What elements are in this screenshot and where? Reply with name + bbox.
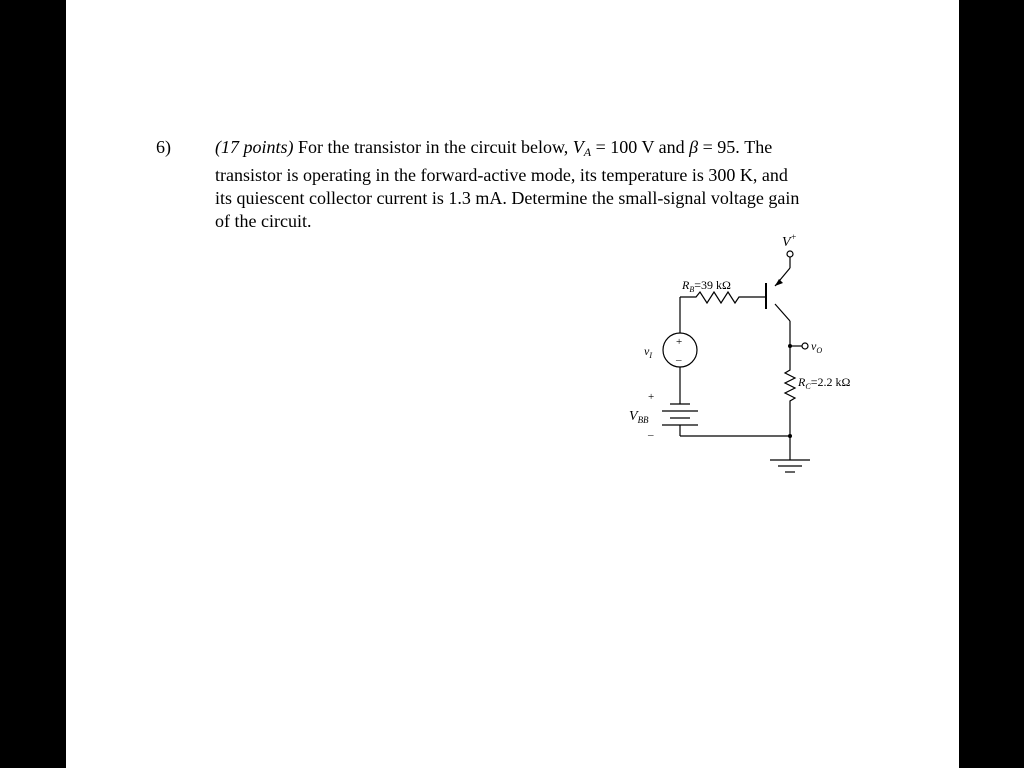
vi-label: $v_I$ bbox=[644, 344, 652, 360]
problem-line-4: of the circuit. bbox=[215, 211, 312, 231]
vbb-label: $V_{BB}$ bbox=[629, 409, 649, 425]
va-variable: V bbox=[572, 137, 584, 157]
output-node bbox=[788, 344, 792, 348]
vi-plus-sign: + bbox=[676, 336, 683, 348]
rb-label: $R_B=39$ kΩ bbox=[682, 278, 731, 294]
vplus-terminal bbox=[787, 251, 793, 257]
ground-node bbox=[788, 434, 792, 438]
vi-minus-sign: – bbox=[676, 354, 682, 366]
beta-variable: β bbox=[689, 137, 699, 157]
vbb-plus-sign: + bbox=[648, 391, 655, 403]
rc-resistor bbox=[785, 367, 795, 404]
vo-terminal bbox=[802, 343, 808, 349]
document-page bbox=[66, 0, 959, 768]
vplus-label: V+ bbox=[782, 232, 797, 250]
problem-number: 6) bbox=[156, 137, 171, 157]
beta-value: = 95. The bbox=[698, 137, 773, 157]
va-value: = 100 V and bbox=[591, 137, 690, 157]
va-subscript: A bbox=[583, 145, 592, 159]
vbb-minus-sign: – bbox=[648, 429, 654, 441]
problem-line-2: transistor is operating in the forward-active mode, its temperature is 300 K, and bbox=[215, 165, 788, 185]
text-intro: For the transistor in the circuit below, bbox=[293, 137, 573, 157]
emitter-arrow bbox=[775, 279, 783, 286]
collector-lead bbox=[775, 304, 790, 321]
vo-label: $v_O$ bbox=[811, 339, 823, 355]
circuit-diagram bbox=[66, 0, 959, 768]
points-label: (17 points) bbox=[215, 137, 294, 157]
problem-line-3: its quiescent collector current is 1.3 mA. Determine the small-signal voltage gain bbox=[215, 188, 800, 208]
rc-label: $R_C=2.2$ kΩ bbox=[798, 375, 851, 391]
